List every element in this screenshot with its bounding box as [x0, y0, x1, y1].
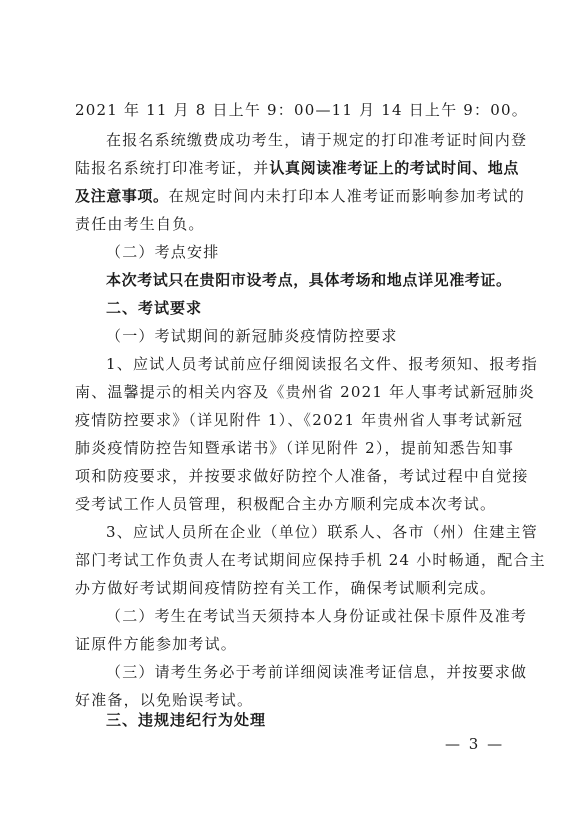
requirement-3-line-1: 3、应试人员所在企业（单位）联系人、各市（州）住建主管	[106, 523, 538, 541]
print-notice-emphasis-end: 及注意事项。	[75, 187, 169, 205]
requirement-3-line-3: 办方做好考试期间疫情防控有关工作，确保考试顺利完成。	[75, 579, 497, 597]
epidemic-control-heading: （一）考试期间的新冠肺炎疫情防控要求	[106, 327, 398, 345]
requirement-1-line-3: 疫情防控要求》（详见附件 1）、《2021 年贵州省人事考试新冠	[75, 411, 524, 429]
page-number: — 3 —	[445, 735, 505, 753]
admission-info-line-2: 好准备，以免贻误考试。	[75, 691, 254, 709]
admission-info-line-1: （三）请考生务必于考前详细阅读准考证信息，并按要求做	[106, 663, 528, 681]
print-notice-text: 陆报名系统打印准考证，并	[75, 159, 270, 177]
exam-requirements-heading: 二、考试要求	[106, 299, 203, 317]
id-requirement-line-1: （二）考生在考试当天须持本人身份证或社保卡原件及准考	[106, 607, 528, 625]
requirement-1-line-5: 项和防疫要求，并按要求做好防控个人准备，考试过程中自觉接	[75, 467, 529, 485]
venue-statement: 本次考试只在贵阳市设考点，具体考场和地点详见准考证。	[106, 271, 512, 289]
print-notice-line-3	[75, 186, 525, 206]
print-notice-line-1: 在报名系统缴费成功考生，请于规定的打印准考证时间内登	[106, 131, 528, 149]
print-notice-line-4: 责任由考生自负。	[75, 215, 205, 233]
print-notice-responsibility: 在规定时间内未打印本人准考证而影响参加考试的	[168, 187, 526, 205]
violations-heading: 三、违规违纪行为处理	[106, 711, 267, 729]
requirement-3-line-2: 部门考试工作负责人在考试期间应保持手机 24 小时畅通，配合主	[75, 551, 546, 569]
requirement-1-line-4: 肺炎疫情防控告知暨承诺书》（详见附件 2），提前知悉告知事	[75, 439, 515, 457]
print-notice-line-2	[75, 158, 519, 178]
print-notice-emphasis: 认真阅读准考证上的考试时间、地点	[269, 159, 520, 177]
requirement-1-line-2: 南、温馨提示的相关内容及《贵州省 2021 年人事考试新冠肺炎	[75, 383, 535, 401]
exam-period-line: 2021 年 11 月 8 日上午 9：00—11 月 14 日上午 9：00。	[75, 101, 528, 119]
requirement-1-line-6: 受考试工作人员管理，积极配合主办方顺利完成本次考试。	[75, 495, 497, 513]
section-venue-heading: （二）考点安排	[106, 243, 220, 261]
id-requirement-line-2: 证原件方能参加考试。	[75, 635, 238, 653]
requirement-1-line-1: 1、应试人员考试前应仔细阅读报名文件、报考须知、报考指	[106, 355, 538, 373]
